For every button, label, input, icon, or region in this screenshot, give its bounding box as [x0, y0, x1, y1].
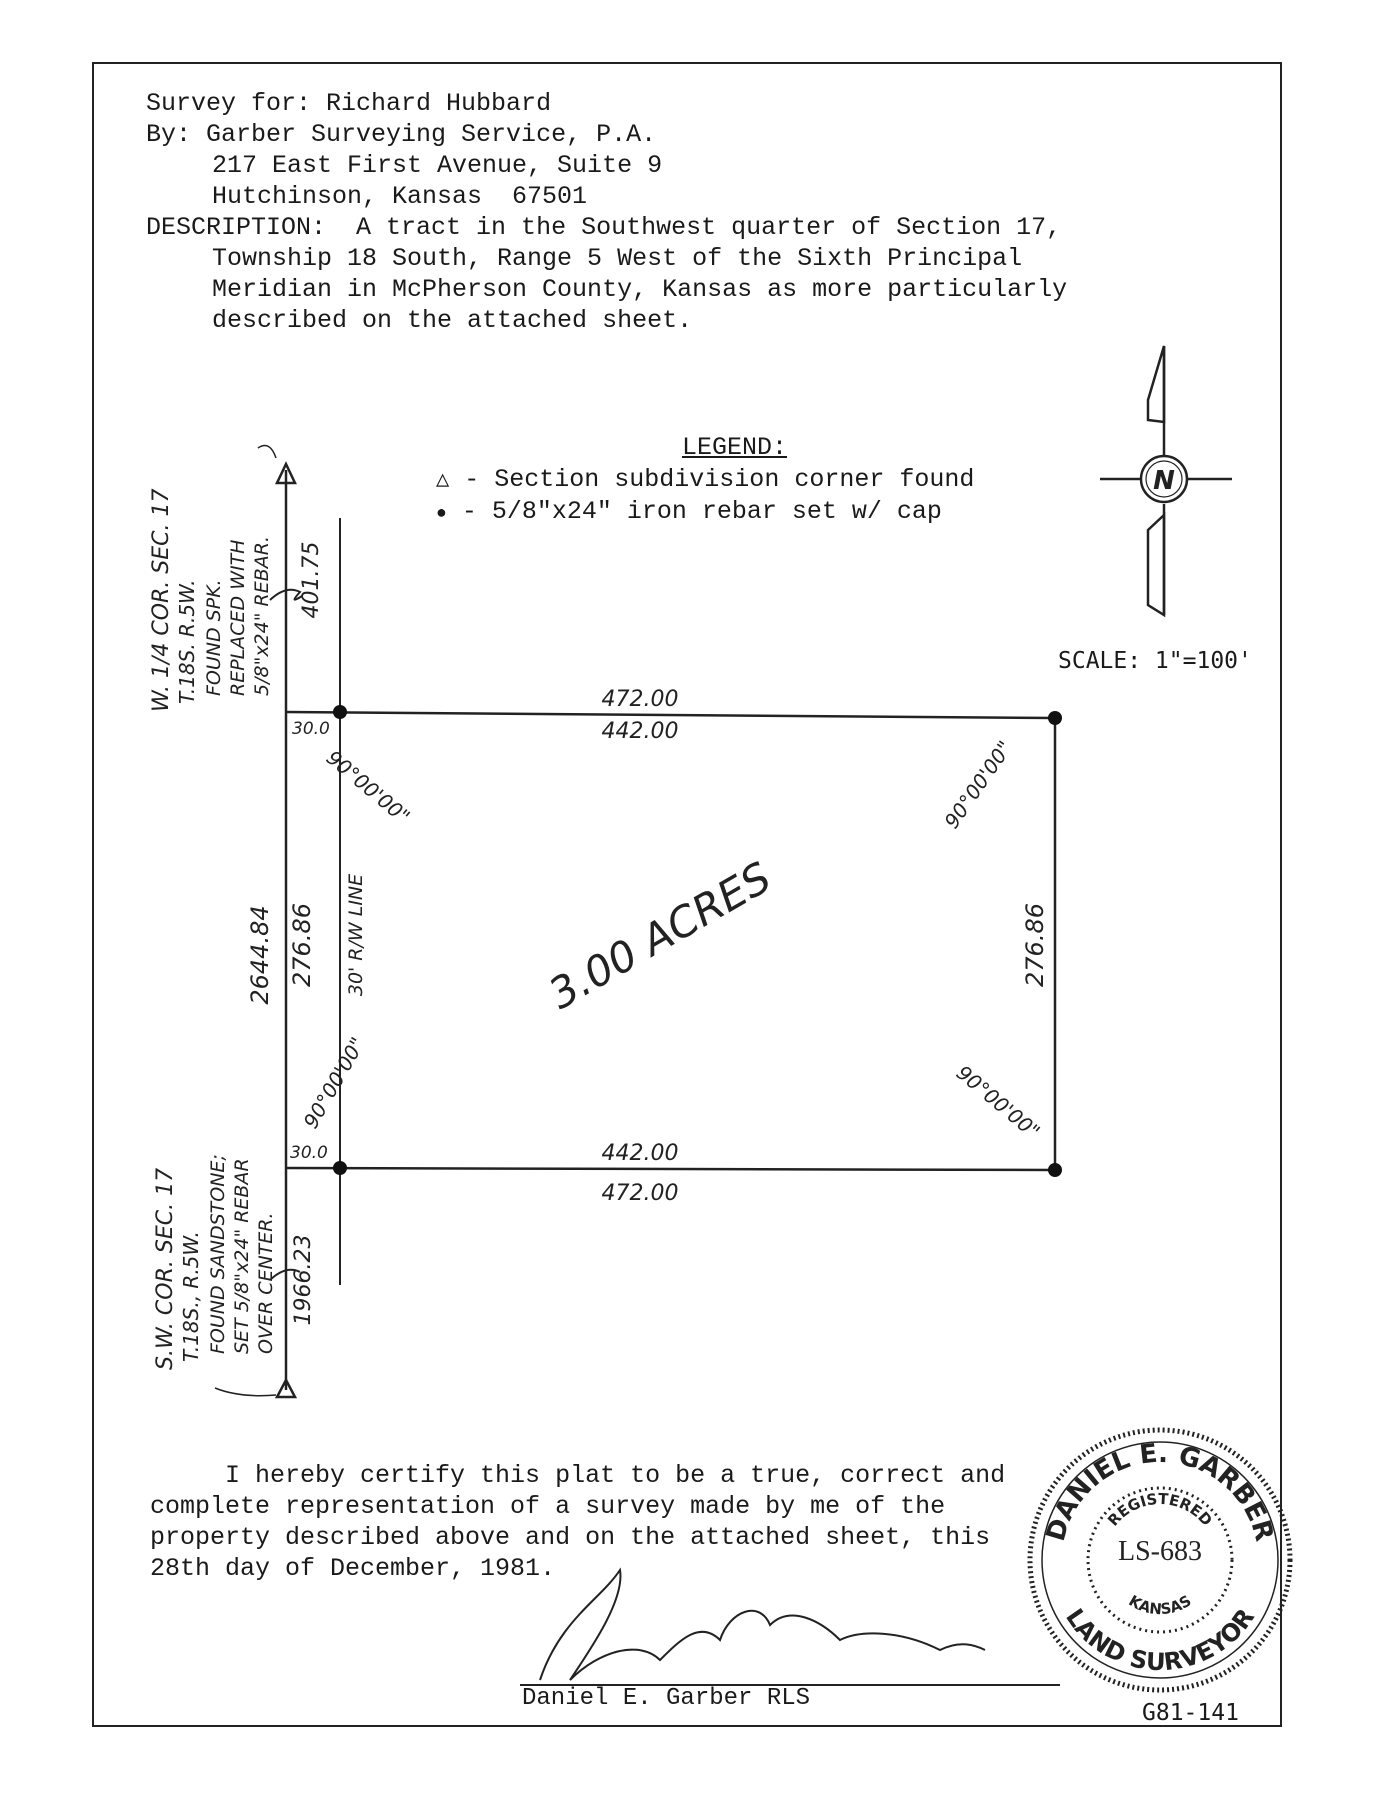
description-line-4: described on the attached sheet. — [212, 306, 693, 335]
note-top-4: REPLACED WITH — [227, 539, 249, 696]
right-side-dim: 276.86 — [1021, 903, 1049, 987]
note-bot-1: S.W. COR. SEC. 17 — [153, 1167, 178, 1370]
left-side-dim: 276.86 — [288, 903, 316, 987]
description-line-2: Township 18 South, Range 5 West of the Sixth Principal — [212, 244, 1023, 273]
signer-name: Daniel E. Garber RLS — [522, 1685, 811, 1712]
angle-br: 90°00'00" — [951, 1060, 1045, 1144]
surveyor-city: Hutchinson, Kansas 67501 — [212, 182, 588, 211]
note-west-quarter-corner — [149, 488, 273, 712]
offset-top: 30.0 — [292, 719, 330, 739]
document-number: G81-141 — [1142, 1700, 1239, 1726]
north-label: N — [1153, 466, 1175, 496]
certification-text — [150, 1460, 1005, 1584]
cert-line-3: property described above and on the attached sheet, this — [150, 1523, 991, 1552]
top-outer-dim: 472.00 — [601, 687, 679, 712]
upper-left-dim: 401.75 — [299, 541, 324, 619]
dot-icon: ● — [436, 504, 447, 524]
top-inner-dim: 442.00 — [601, 719, 679, 744]
surveyor-address: 217 East First Avenue, Suite 9 — [212, 151, 663, 180]
signature-scribble — [540, 1570, 985, 1680]
triangle-icon: △ — [436, 468, 450, 493]
seal-registered — [1104, 1490, 1216, 1530]
total-left-dim: 2644.84 — [246, 905, 274, 1005]
description-line-3: Meridian in McPherson County, Kansas as more particularly — [212, 275, 1068, 304]
rebar-pin-tl — [333, 705, 347, 719]
note-top-1: W. 1/4 COR. SEC. 17 — [149, 488, 174, 712]
seal-state — [1126, 1592, 1195, 1619]
note-bot-5: OVER CENTER. — [255, 1212, 277, 1354]
note-southwest-corner — [153, 1154, 277, 1370]
surveyor-company: By: Garber Surveying Service, P.A. — [146, 120, 657, 149]
bottom-inner-dim: 442.00 — [601, 1141, 679, 1166]
note-bot-3: FOUND SANDSTONE; — [207, 1154, 229, 1354]
legend-corner-text: - Section subdivision corner found — [464, 465, 975, 494]
area-label: 3.00 ACRES — [540, 852, 780, 1019]
description-line-1: DESCRIPTION: A tract in the Southwest quarter of Section 17, — [146, 213, 1062, 242]
legend-rebar-text: - 5/8"x24" iron rebar set w/ cap — [461, 497, 942, 526]
scale-label: SCALE: 1"=100' — [1058, 648, 1252, 674]
cert-line-2: complete representation of a survey made by me of the — [150, 1492, 946, 1521]
seal-title-path: LAND SURVEYOR — [1060, 1603, 1260, 1677]
note-bot-2: T.18S., R.5W. — [179, 1231, 203, 1362]
offset-bottom: 30.0 — [290, 1143, 328, 1163]
note-bot-4: SET 5/8"x24" REBAR — [231, 1158, 253, 1354]
seal-name-path: DANIEL E. GARBER — [1040, 1438, 1280, 1545]
rebar-pin-bl — [333, 1161, 347, 1175]
seal-number: LS-683 — [1118, 1536, 1202, 1567]
angle-tr: 90°00'00" — [939, 736, 1018, 833]
cert-line-1: I hereby certify this plat to be a true, correct and — [150, 1461, 1006, 1490]
leader-bottom — [215, 1388, 276, 1396]
seal-registered-path: REGISTERED — [1104, 1489, 1216, 1530]
seal-state-path: KANSAS — [1125, 1591, 1195, 1619]
lower-left-dim: 1966.23 — [291, 1234, 316, 1326]
row-line-label: 30' R/W LINE — [345, 873, 367, 997]
cert-line-4: 28th day of December, 1981. — [150, 1554, 556, 1583]
rebar-pin-tr — [1048, 711, 1062, 725]
angle-bl: 90°00'00" — [298, 1032, 370, 1133]
bottom-outer-dim: 472.00 — [601, 1181, 679, 1206]
note-top-2: T.18S. R.5W. — [175, 579, 199, 704]
angle-tl: 90°00'00" — [321, 745, 415, 829]
note-top-3: FOUND SPK. — [203, 579, 225, 696]
leader-top — [258, 446, 276, 458]
survey-for: Survey for: Richard Hubbard — [146, 89, 552, 118]
legend-title: LEGEND: — [682, 433, 788, 462]
rebar-pin-br — [1048, 1163, 1062, 1177]
note-top-5: 5/8"x24" REBAR. — [251, 536, 273, 696]
